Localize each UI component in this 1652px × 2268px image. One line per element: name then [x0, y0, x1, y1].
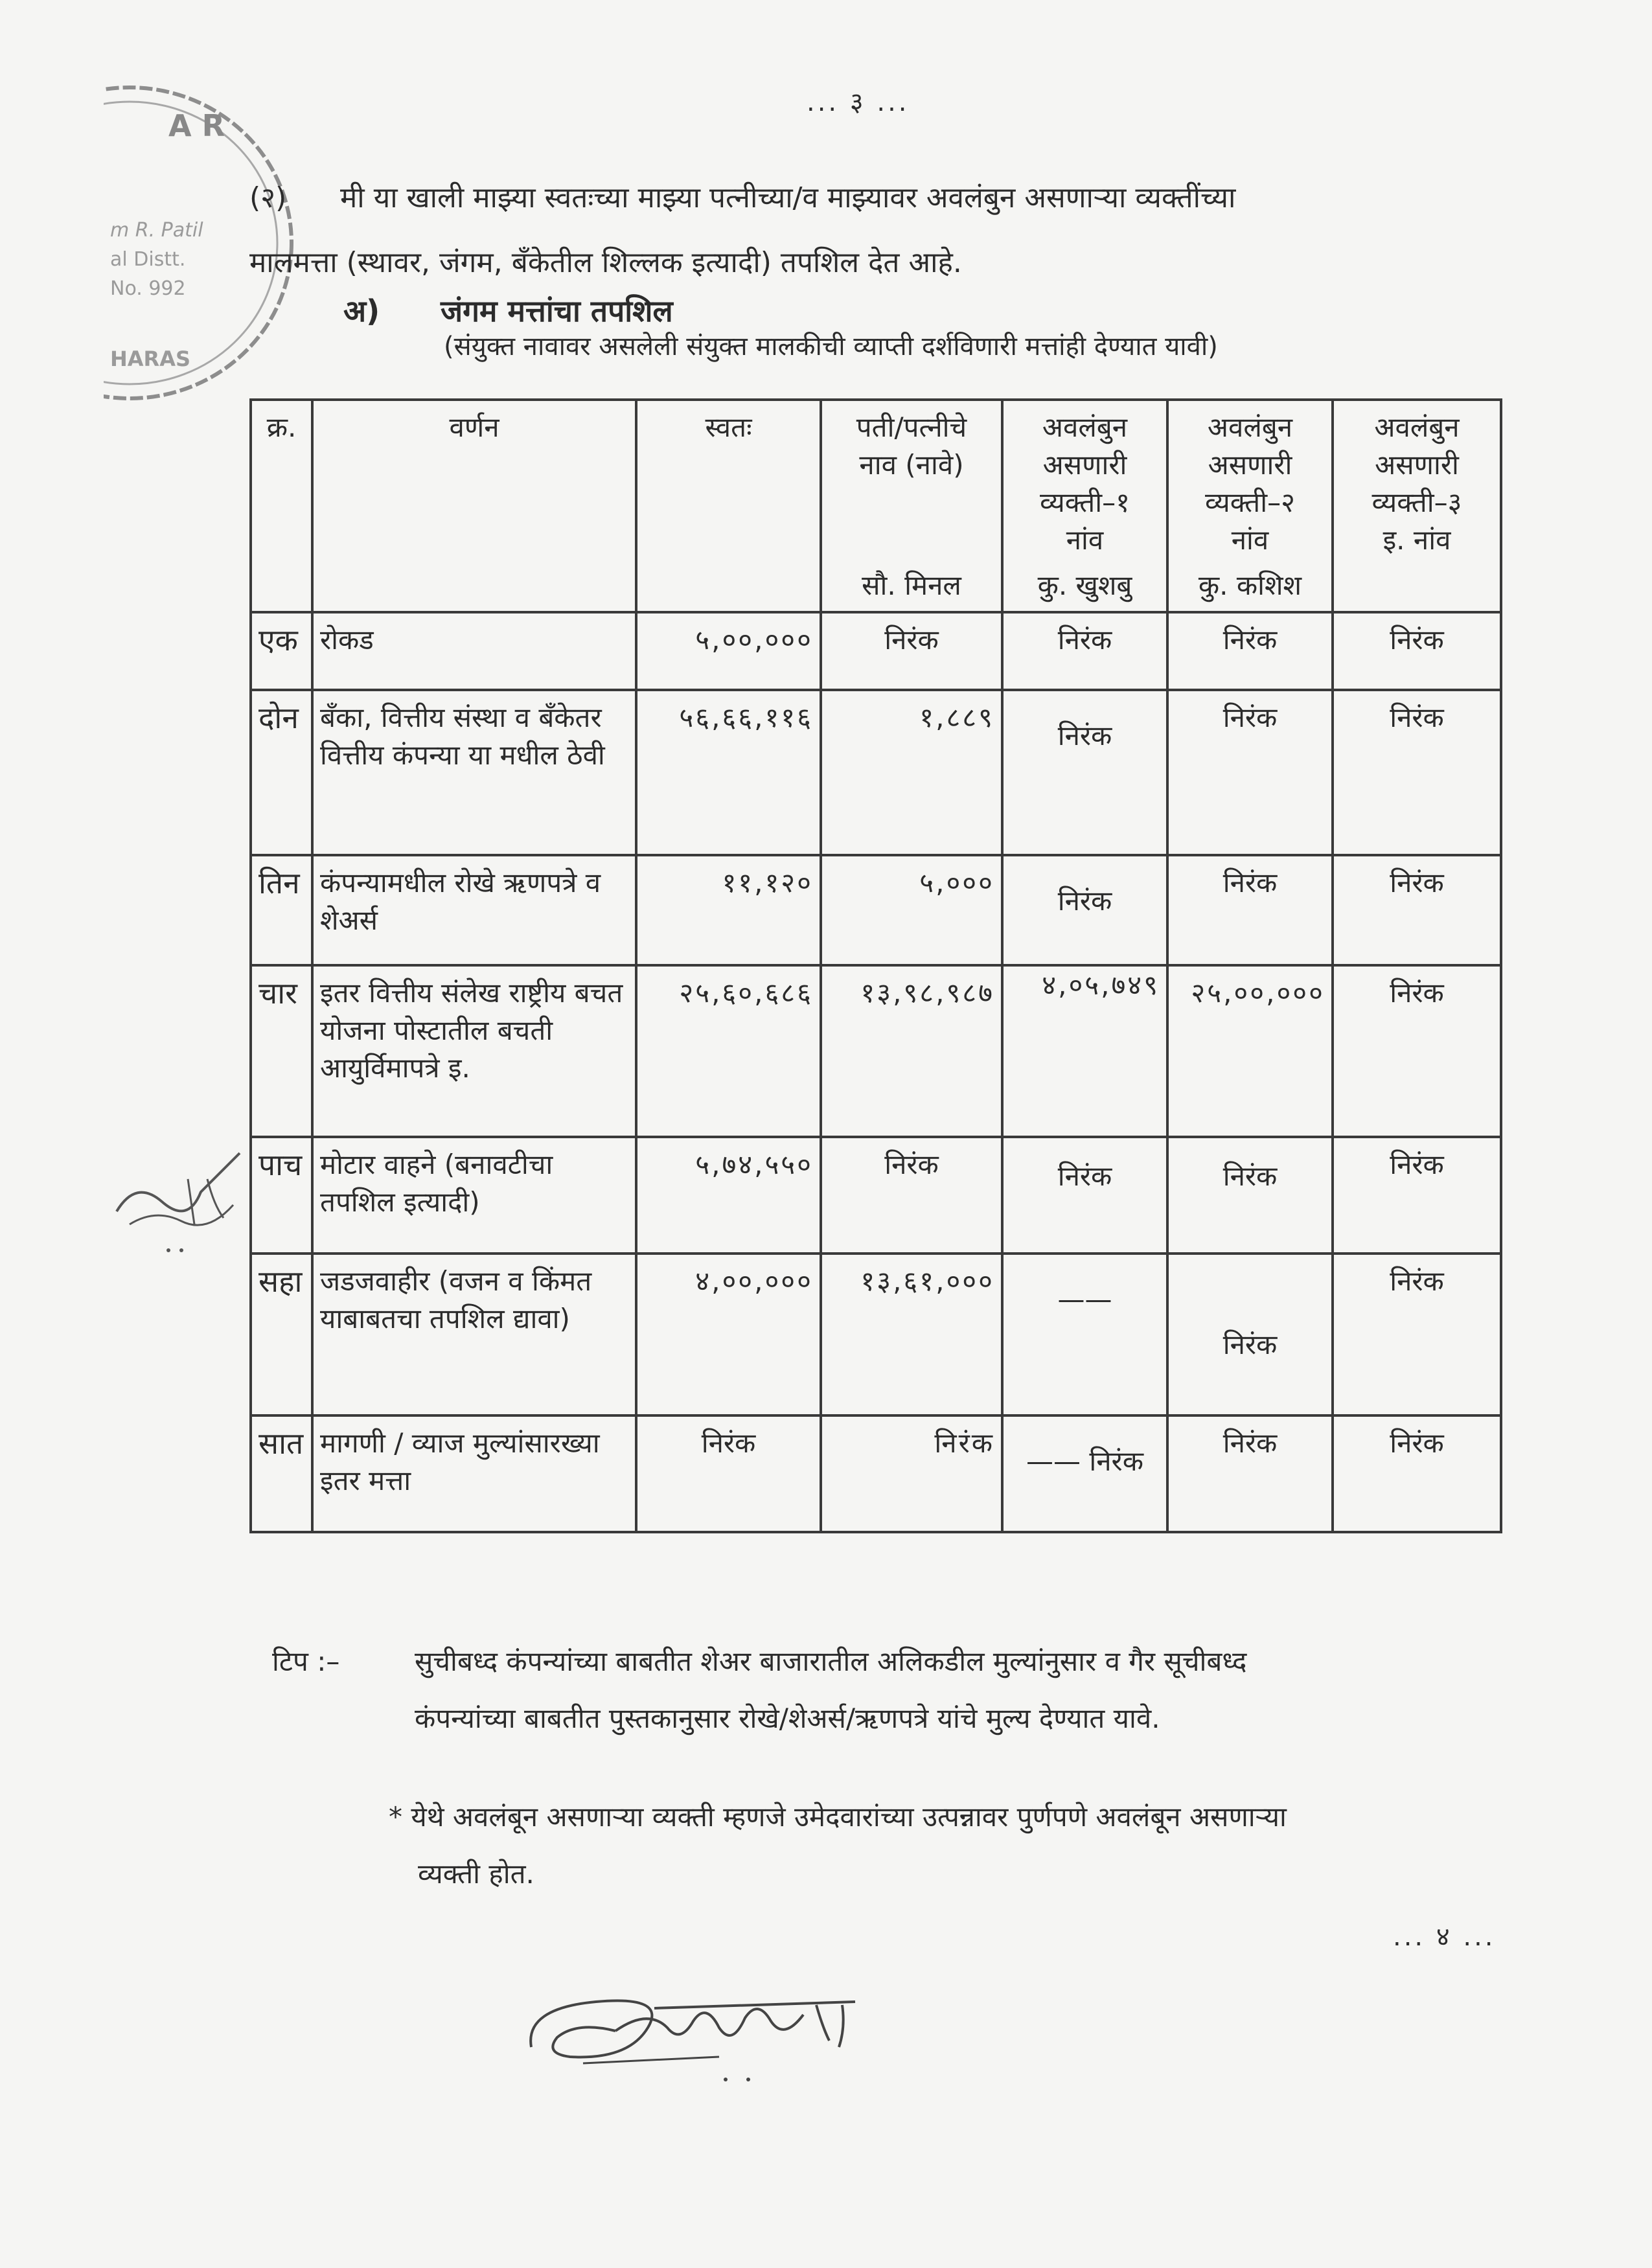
row-dependent-2-value: २५,००,००० [1167, 965, 1333, 1137]
row-serial: तिन [251, 855, 312, 965]
table-row [251, 1137, 1501, 1254]
row-description: मागणी / व्याज मुल्यांसारख्या इतर मत्ता [312, 1415, 636, 1532]
signature [518, 1982, 868, 2086]
row-dependent-1-value: निरंक [1002, 1137, 1167, 1254]
table-row [251, 965, 1501, 1137]
dependent-1-name: कु. खुशबु [1037, 569, 1132, 601]
header-dependent-1: अवलंबुन असणारी व्यक्ती–१ नांव कु. खुशबु [1002, 400, 1167, 612]
row-serial: चार [251, 965, 312, 1137]
row-dependent-3-value: निरंक [1333, 690, 1501, 855]
margin-initials-signature [110, 1140, 259, 1257]
row-serial: पाच [251, 1137, 312, 1254]
table-row [251, 1254, 1501, 1415]
row-description: मोटार वाहने (बनावटीचा तपशिल इत्यादी) [312, 1137, 636, 1254]
row-dependent-1-value: —— निरंक [1002, 1415, 1167, 1532]
spouse-name: सौ. मिनल [862, 569, 961, 601]
movable-assets-table [249, 398, 1502, 1533]
row-serial: एक [251, 612, 312, 690]
row-spouse-value: निरंक [821, 1137, 1002, 1254]
row-dependent-2-value: निरंक [1167, 1415, 1333, 1532]
row-dependent-2-value: निरंक [1167, 690, 1333, 855]
row-description: इतर वित्तीय संलेख राष्ट्रीय बचत योजना पोस्टातील बचती आयुर्विमापत्रे इ. [312, 965, 636, 1137]
row-dependent-1-value: ४,०५,७४९ [1002, 965, 1167, 1137]
row-serial: सात [251, 1415, 312, 1532]
row-serial: दोन [251, 690, 312, 855]
header-dependent-3: अवलंबुन असणारी व्यक्ती–३ इ. नांव [1333, 400, 1501, 612]
row-dependent-2-value: निरंक [1167, 1137, 1333, 1254]
paragraph-line-1: मी या खाली माझ्या स्वतःच्या माझ्या पत्नीच्या/व माझ्यावर अवलंबुन असणाऱ्या व्यक्तींच्या [340, 181, 1236, 214]
footnote-line-2: व्यक्ती होत. [418, 1858, 534, 1890]
row-spouse-value: निरंक [821, 612, 1002, 690]
tip-line-1: सुचीबध्द कंपन्यांच्या बाबतीत शेअर बाजारातील अलिकडील मुल्यांनुसार व गैर सूचीबध्द [415, 1645, 1247, 1677]
section-heading [343, 290, 673, 330]
row-dependent-3-value: निरंक [1333, 612, 1501, 690]
paragraph-number: (२) [249, 181, 287, 214]
row-spouse-value: ५,००० [821, 855, 1002, 965]
footnote-line-1: * येथे अवलंबून असणाऱ्या व्यक्ती म्हणजे उमेदवारांच्या उत्पन्नावर पुर्णपणे अवलंबून असणाऱ्या [389, 1801, 1287, 1833]
row-dependent-2-value: निरंक [1167, 1254, 1333, 1415]
row-self-value: २५,६०,६८६ [636, 965, 821, 1137]
section-note: (संयुक्त नावावर असलेली संयुक्त मालकीची व्याप्ती दर्शविणारी मत्तांही देण्यात यावी) [444, 332, 1218, 361]
row-dependent-1-value: निरंक [1002, 690, 1167, 855]
row-dependent-1-value: —— [1002, 1254, 1167, 1415]
row-dependent-1-value: निरंक [1002, 612, 1167, 690]
row-self-value: ११,१२० [636, 855, 821, 965]
row-self-value: ५,७४,५५० [636, 1137, 821, 1254]
row-description: रोकड [312, 612, 636, 690]
row-spouse-value: १३,९८,९८७ [821, 965, 1002, 1137]
paragraph-line-2: मालमत्ता (स्थावर, जंगम, बँकेतील शिल्लक इत्यादी) तपशिल देत आहे. [249, 246, 962, 279]
row-description: जडजवाहीर (वजन व किंमत याबाबतचा तपशिल द्यावा) [312, 1254, 636, 1415]
tip-label: टिप :– [272, 1645, 340, 1677]
row-dependent-3-value: निरंक [1333, 855, 1501, 965]
row-dependent-2-value: निरंक [1167, 855, 1333, 965]
page-number: ... ३ ... [807, 87, 910, 117]
svg-text:HARAS: HARAS [110, 347, 190, 371]
section-title: जंगम मत्तांचा तपशिल [441, 293, 673, 328]
svg-text:A R: A R [168, 108, 225, 143]
section-label: अ) [343, 293, 380, 328]
table-row [251, 690, 1501, 855]
table-row [251, 855, 1501, 965]
row-description: बँका, वित्तीय संस्था व बँकेतर वित्तीय कंपन्या या मधील ठेवी [312, 690, 636, 855]
row-dependent-2-value: निरंक [1167, 612, 1333, 690]
svg-text:m R. Patil: m R. Patil [110, 219, 203, 242]
row-self-value: ५,००,००० [636, 612, 821, 690]
header-serial: क्र. [251, 400, 312, 612]
row-dependent-1-value: निरंक [1002, 855, 1167, 965]
row-self-value: ४,००,००० [636, 1254, 821, 1415]
svg-text:al Distt.: al Distt. [110, 248, 186, 271]
row-dependent-3-value: निरंक [1333, 1415, 1501, 1532]
row-self-value: ५६,६६,११६ [636, 690, 821, 855]
row-dependent-3-value: निरंक [1333, 1254, 1501, 1415]
row-dependent-3-value: निरंक [1333, 965, 1501, 1137]
header-spouse: पती/पत्नीचे नाव (नावे) सौ. मिनल [821, 400, 1002, 612]
row-spouse-value: १,८८९ [821, 690, 1002, 855]
header-self: स्वतः [636, 400, 821, 612]
svg-text:No. 992: No. 992 [110, 277, 186, 300]
header-dependent-2: अवलंबुन असणारी व्यक्ती–२ नांव कु. कशिश [1167, 400, 1333, 612]
table-row [251, 612, 1501, 690]
row-dependent-3-value: निरंक [1333, 1137, 1501, 1254]
header-description: वर्णन [312, 400, 636, 612]
tip-line-2: कंपन्यांच्या बाबतीत पुस्तकानुसार रोखे/शेअर्स/ऋणपत्रे यांचे मुल्य देण्यात यावे. [415, 1702, 1160, 1734]
row-spouse-value: निरंक [821, 1415, 1002, 1532]
row-self-value: निरंक [636, 1415, 821, 1532]
continued-page-marker: ... ४ ... [1393, 1922, 1496, 1952]
row-description: कंपन्यामधील रोखे ऋणपत्रे व शेअर्स [312, 855, 636, 965]
row-serial: सहा [251, 1254, 312, 1415]
row-spouse-value: १३,६१,००० [821, 1254, 1002, 1415]
table-row [251, 1415, 1501, 1532]
table-header-row [251, 400, 1501, 612]
dependent-2-name: कु. कशिश [1198, 569, 1302, 601]
